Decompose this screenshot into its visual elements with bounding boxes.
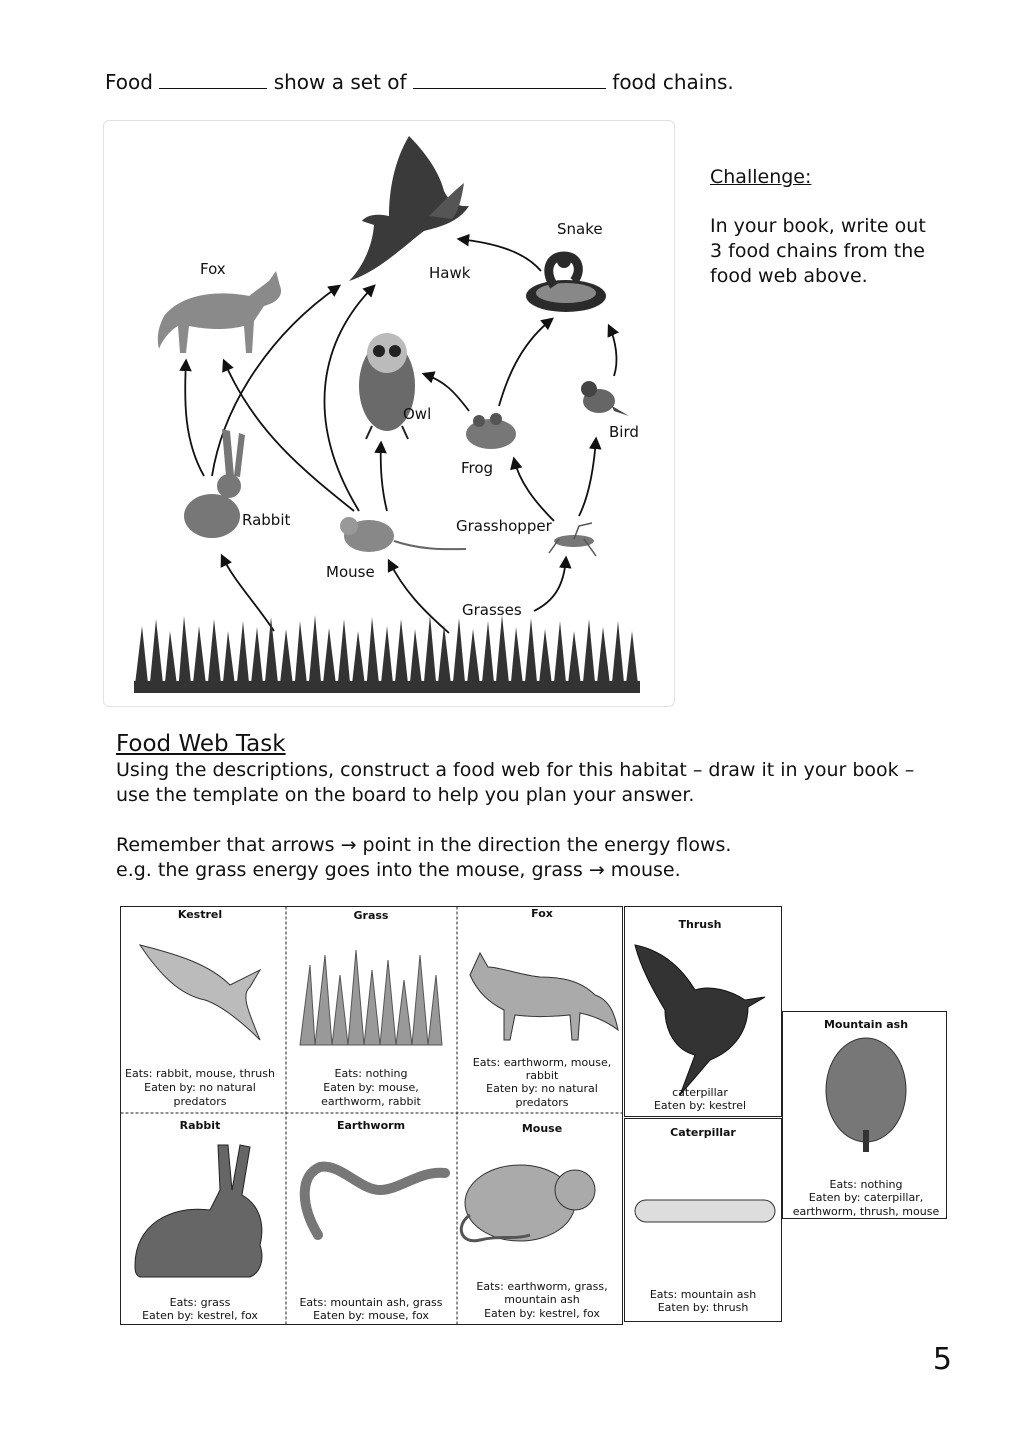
arrow-frog-snake	[499, 319, 552, 406]
card-rabbit	[135, 1145, 262, 1277]
intro-part1: Food	[105, 70, 153, 94]
fox-eaten-by-2: predators	[515, 1096, 569, 1109]
earthworm-eats: Eats: mountain ash, grass	[299, 1296, 443, 1309]
organism-cards-svg	[120, 905, 950, 1325]
earthworm-name: Earthworm	[336, 1119, 406, 1132]
thrush-illustration	[635, 945, 765, 1095]
rabbit-illustration	[184, 429, 245, 538]
card-kestrel	[140, 945, 260, 1040]
kestrel-eaten-by: Eaten by: no natural	[144, 1081, 256, 1094]
caterpillar-eats: Eats: mountain ash	[649, 1288, 757, 1301]
task-line-3: Remember that arrows → point in the direction the energy flows.	[116, 834, 732, 856]
mouse-name: Mouse	[521, 1122, 563, 1135]
mountain-ash-name: Mountain ash	[823, 1018, 909, 1031]
food-web-task	[116, 730, 946, 883]
arrow-bird-snake	[609, 326, 616, 376]
label-hawk: Hawk	[429, 264, 471, 282]
challenge-line-3: food web above.	[710, 265, 868, 287]
arrow-snake-hawk	[459, 239, 541, 271]
mountain-ash-eaten-by-2: earthworm, thrush, mouse	[792, 1205, 940, 1218]
label-fox: Fox	[200, 260, 226, 278]
mountain-ash-eats: Eats: nothing	[829, 1178, 903, 1191]
arrow-rabbit-fox	[185, 361, 204, 476]
earthworm-illustration	[305, 1167, 445, 1235]
challenge-line-2: 3 food chains from the	[710, 240, 925, 262]
card-earthworm	[305, 1167, 445, 1235]
card-mouse	[461, 1165, 595, 1241]
grass-eaten-by-2: earthworm, rabbit	[321, 1095, 421, 1108]
arrow-grass-mouse	[389, 561, 449, 633]
intro-sentence	[105, 70, 734, 94]
arrow-mouse-owl	[381, 443, 387, 511]
arrow-grass-grasshopper	[534, 558, 566, 611]
grasshopper-illustration	[549, 523, 596, 556]
task-line-1: Using the descriptions, construct a food web for this habitat – draw it in your book –	[116, 759, 915, 781]
intro-part2: show a set of	[273, 70, 407, 94]
food-web-figure	[103, 120, 675, 707]
mountain-ash-illustration	[826, 1038, 906, 1142]
food-web-diagram	[104, 121, 674, 706]
caterpillar-illustration	[635, 1200, 775, 1222]
arrow-grasshopper-frog	[514, 459, 554, 521]
rabbit-eats: Eats: grass	[169, 1296, 231, 1309]
label-grasshopper: Grasshopper	[456, 517, 552, 535]
page-number: 5	[932, 1342, 952, 1377]
mouse-illustration	[340, 517, 466, 552]
blank-line-2	[413, 72, 606, 89]
mouse-eats-2: mountain ash	[504, 1293, 580, 1306]
arrow-grasshopper-bird	[579, 439, 596, 516]
fox-eats-2: rabbit	[525, 1069, 559, 1082]
fox-name: Fox	[531, 907, 553, 920]
label-rabbit: Rabbit	[242, 511, 291, 529]
thrush-name: Thrush	[678, 918, 722, 931]
grass-eaten-by: Eaten by: mouse,	[323, 1081, 419, 1094]
kestrel-name: Kestrel	[177, 908, 223, 921]
hawk-illustration	[349, 136, 469, 281]
task-line-4: e.g. the grass energy goes into the mouse, grass → mouse.	[116, 859, 681, 881]
mountain-ash-eaten-by: Eaten by: caterpillar,	[808, 1191, 924, 1204]
card-thrush	[635, 945, 765, 1095]
grasses-illustration	[134, 615, 640, 693]
task-heading: Food Web Task	[116, 731, 286, 757]
fox-illustration	[158, 271, 281, 353]
challenge-box	[710, 165, 950, 289]
thrush-eaten-by: Eaten by: kestrel	[653, 1099, 747, 1112]
owl-illustration	[359, 333, 415, 439]
rabbit-name: Rabbit	[179, 1119, 221, 1132]
rabbit-eaten-by: Eaten by: kestrel, fox	[142, 1309, 258, 1322]
grass-illustration	[300, 950, 442, 1045]
fox-illustration-card	[470, 953, 618, 1040]
kestrel-eaten-by-2: predators	[173, 1095, 227, 1108]
card-mountain-ash	[826, 1038, 906, 1152]
intro-part3: food chains.	[612, 70, 734, 94]
snake-illustration	[526, 254, 606, 312]
mouse-eats: Eats: earthworm, grass,	[476, 1280, 608, 1293]
label-owl: Owl	[403, 405, 432, 423]
caterpillar-name: Caterpillar	[670, 1126, 736, 1139]
organism-cards	[120, 905, 950, 1325]
mouse-eaten-by: Eaten by: kestrel, fox	[484, 1307, 600, 1320]
task-line-2: use the template on the board to help you plan your answer.	[116, 784, 695, 806]
label-snake: Snake	[557, 220, 603, 238]
card-caterpillar	[635, 1200, 775, 1222]
fox-eats: Eats: earthworm, mouse,	[472, 1056, 612, 1069]
label-mouse: Mouse	[326, 563, 375, 581]
label-bird: Bird	[609, 423, 639, 441]
label-grasses: Grasses	[462, 601, 522, 619]
grass-name: Grass	[353, 909, 389, 922]
rabbit-illustration-card	[135, 1145, 262, 1277]
mouse-illustration-card	[465, 1165, 575, 1241]
card-fox	[470, 953, 618, 1040]
kestrel-eats: Eats: rabbit, mouse, thrush	[125, 1067, 275, 1080]
caterpillar-eaten-by: Eaten by: thrush	[657, 1301, 749, 1314]
arrow-grass-rabbit	[222, 556, 274, 631]
fox-eaten-by: Eaten by: no natural	[486, 1082, 598, 1095]
bird-illustration	[581, 381, 629, 416]
label-frog: Frog	[461, 459, 494, 477]
grass-eats: Eats: nothing	[334, 1067, 408, 1080]
earthworm-eaten-by: Eaten by: mouse, fox	[313, 1309, 429, 1322]
blank-line-1	[159, 72, 267, 89]
challenge-line-1: In your book, write out	[710, 215, 926, 237]
card-grass	[300, 950, 442, 1045]
challenge-title: Challenge:	[710, 166, 812, 188]
frog-illustration	[466, 413, 516, 449]
thrush-eats: caterpillar	[672, 1086, 728, 1099]
kestrel-illustration	[140, 945, 260, 1040]
